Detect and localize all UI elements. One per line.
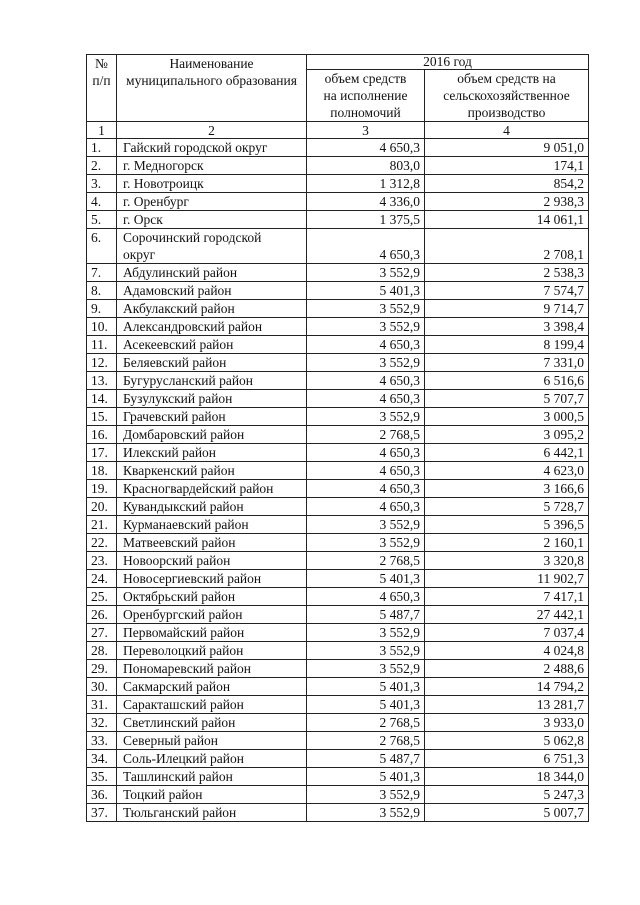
funds-agriculture-cell: 2 708,1 [425,229,589,264]
table-row [87,732,589,750]
table-row [87,372,589,390]
municipality-name-cell: Октябрьский район [117,588,307,606]
table-body [87,139,589,822]
row-number-cell: 34. [87,750,117,768]
row-number-cell: 29. [87,660,117,678]
funds-agriculture-cell: 9 714,7 [425,300,589,318]
row-number-cell: 37. [87,804,117,822]
header-funds-agriculture [425,70,589,122]
table-row [87,175,589,193]
row-number-cell: 2. [87,157,117,175]
funds-powers-cell: 2 768,5 [307,426,425,444]
table-row [87,408,589,426]
municipality-name-cell: г. Орск [117,211,307,229]
funds-powers-cell: 4 650,3 [307,336,425,354]
funds-powers-cell: 3 552,9 [307,264,425,282]
row-number-cell: 25. [87,588,117,606]
row-number-cell: 26. [87,606,117,624]
funds-powers-cell: 3 552,9 [307,660,425,678]
row-number-cell: 7. [87,264,117,282]
municipality-name-cell: Абдулинский район [117,264,307,282]
funds-agriculture-cell: 14 794,2 [425,678,589,696]
funds-powers-cell: 4 650,3 [307,444,425,462]
table-row [87,588,589,606]
column-index-row [87,122,589,139]
header-funds-powers-label: объем средств на исполнение полномочий [323,71,408,120]
municipality-name-cell: Гайский городской округ [117,139,307,157]
funds-powers-cell: 4 650,3 [307,229,425,264]
funds-agriculture-cell: 5 396,5 [425,516,589,534]
funds-agriculture-cell: 5 062,8 [425,732,589,750]
municipality-name-cell: Курманаевский район [117,516,307,534]
municipality-name-cell: г. Оренбург [117,193,307,211]
table-row [87,282,589,300]
row-number-cell: 28. [87,642,117,660]
row-number-cell: 9. [87,300,117,318]
column-index: 1 [87,122,117,139]
municipality-name-cell: Кувандыкский район [117,498,307,516]
municipality-name-cell: Красногвардейский район [117,480,307,498]
table-row [87,750,589,768]
funds-powers-cell: 3 552,9 [307,804,425,822]
table-row [87,660,589,678]
row-number-cell: 30. [87,678,117,696]
table-row [87,336,589,354]
table-row [87,193,589,211]
table-row [87,768,589,786]
funds-powers-cell: 2 768,5 [307,714,425,732]
document-page [86,54,588,822]
funds-powers-cell: 1 312,8 [307,175,425,193]
funds-agriculture-cell: 2 938,3 [425,193,589,211]
row-number-cell: 3. [87,175,117,193]
header-funds-powers [307,70,425,122]
funds-agriculture-cell: 2 160,1 [425,534,589,552]
row-number-cell: 17. [87,444,117,462]
funds-agriculture-cell: 7 037,4 [425,624,589,642]
table-row [87,426,589,444]
header-year [307,55,589,70]
municipality-name-cell: Беляевский район [117,354,307,372]
row-number-cell: 15. [87,408,117,426]
funds-agriculture-cell: 4 024,8 [425,642,589,660]
municipality-name-cell: Грачевский район [117,408,307,426]
row-number-cell: 21. [87,516,117,534]
header-row-number-label: № п/п [92,56,111,88]
municipality-name-cell: Адамовский район [117,282,307,300]
funds-agriculture-cell: 7 331,0 [425,354,589,372]
row-number-cell: 27. [87,624,117,642]
municipality-name-cell: Тоцкий район [117,786,307,804]
funds-powers-cell: 4 650,3 [307,462,425,480]
funds-powers-cell: 5 401,3 [307,570,425,588]
row-number-cell: 6. [87,229,117,264]
table-row [87,624,589,642]
table-row [87,390,589,408]
table-row [87,534,589,552]
header-municipality [117,55,307,122]
row-number-cell: 35. [87,768,117,786]
funds-agriculture-cell: 6 442,1 [425,444,589,462]
row-number-cell: 33. [87,732,117,750]
table-row [87,211,589,229]
funds-agriculture-cell: 7 574,7 [425,282,589,300]
table-row [87,229,589,264]
table-row [87,786,589,804]
funds-agriculture-cell: 7 417,1 [425,588,589,606]
funds-agriculture-cell: 8 199,4 [425,336,589,354]
row-number-cell: 11. [87,336,117,354]
municipality-name-cell: Сорочинский городской округ [117,229,307,264]
funds-agriculture-cell: 6 516,6 [425,372,589,390]
funds-powers-cell: 4 650,3 [307,390,425,408]
funds-powers-cell: 4 650,3 [307,372,425,390]
funds-agriculture-cell: 3 933,0 [425,714,589,732]
table-row [87,804,589,822]
row-number-cell: 18. [87,462,117,480]
row-number-cell: 1. [87,139,117,157]
table-row [87,300,589,318]
municipality-name-cell: Кваркенский район [117,462,307,480]
row-number-cell: 20. [87,498,117,516]
header-funds-agriculture-label: объем средств на сельскохозяйственное производство [443,71,570,120]
funds-powers-cell: 5 401,3 [307,696,425,714]
funds-powers-cell: 4 650,3 [307,498,425,516]
funds-powers-cell: 3 552,9 [307,624,425,642]
row-number-cell: 10. [87,318,117,336]
municipality-name-cell: Светлинский район [117,714,307,732]
funds-powers-cell: 3 552,9 [307,300,425,318]
funds-powers-cell: 3 552,9 [307,516,425,534]
funds-agriculture-cell: 5 007,7 [425,804,589,822]
funds-agriculture-cell: 3 000,5 [425,408,589,426]
table-row [87,157,589,175]
municipality-name-cell: Бузулукский район [117,390,307,408]
table-row [87,696,589,714]
table-row [87,264,589,282]
funds-powers-cell: 2 768,5 [307,732,425,750]
row-number-cell: 24. [87,570,117,588]
table-row [87,354,589,372]
funds-agriculture-cell: 5 707,7 [425,390,589,408]
funds-powers-cell: 803,0 [307,157,425,175]
funds-agriculture-cell: 9 051,0 [425,139,589,157]
table-row [87,139,589,157]
row-number-cell: 19. [87,480,117,498]
funds-agriculture-cell: 18 344,0 [425,768,589,786]
funds-agriculture-cell: 11 902,7 [425,570,589,588]
funds-powers-cell: 3 552,9 [307,642,425,660]
funds-powers-cell: 5 401,3 [307,678,425,696]
table-row [87,516,589,534]
funds-agriculture-cell: 3 095,2 [425,426,589,444]
funds-powers-cell: 4 650,3 [307,588,425,606]
row-number-cell: 16. [87,426,117,444]
funds-powers-cell: 4 650,3 [307,480,425,498]
municipality-name-cell: г. Медногорск [117,157,307,175]
municipality-name-cell: г. Новотроицк [117,175,307,193]
table-row [87,552,589,570]
table-row [87,444,589,462]
row-number-cell: 4. [87,193,117,211]
municipality-name-cell: Матвеевский район [117,534,307,552]
table-row [87,480,589,498]
row-number-cell: 23. [87,552,117,570]
funds-agriculture-cell: 2 488,6 [425,660,589,678]
municipality-name-cell: Новосергиевский район [117,570,307,588]
municipality-name-cell: Северный район [117,732,307,750]
row-number-cell: 22. [87,534,117,552]
funds-powers-cell: 3 552,9 [307,318,425,336]
funds-agriculture-cell: 3 166,6 [425,480,589,498]
table-row [87,462,589,480]
funds-agriculture-cell: 6 751,3 [425,750,589,768]
municipality-name-cell: Александровский район [117,318,307,336]
table-row [87,570,589,588]
table-row [87,606,589,624]
table-row [87,642,589,660]
funds-agriculture-cell: 3 320,8 [425,552,589,570]
table-row [87,678,589,696]
header-year-label: 2016 год [423,54,472,69]
funds-agriculture-cell: 13 281,7 [425,696,589,714]
funds-powers-cell: 4 650,3 [307,139,425,157]
municipality-name-cell: Асекеевский район [117,336,307,354]
municipality-name-cell: Бугурусланский район [117,372,307,390]
funds-powers-cell: 5 401,3 [307,768,425,786]
municipality-name-cell: Тюльганский район [117,804,307,822]
funds-powers-cell: 3 552,9 [307,354,425,372]
municipality-name-cell: Соль-Илецкий район [117,750,307,768]
column-index: 2 [117,122,307,139]
municipality-name-cell: Пономаревский район [117,660,307,678]
municipality-name-cell: Ташлинский район [117,768,307,786]
funds-agriculture-cell: 14 061,1 [425,211,589,229]
table-row [87,498,589,516]
allocation-table [86,54,589,822]
funds-agriculture-cell: 5 728,7 [425,498,589,516]
row-number-cell: 36. [87,786,117,804]
municipality-name-cell: Домбаровский район [117,426,307,444]
funds-powers-cell: 3 552,9 [307,408,425,426]
municipality-name-cell: Илекский район [117,444,307,462]
municipality-name-cell: Переволоцкий район [117,642,307,660]
funds-agriculture-cell: 4 623,0 [425,462,589,480]
column-index: 4 [425,122,589,139]
row-number-cell: 12. [87,354,117,372]
funds-powers-cell: 5 487,7 [307,606,425,624]
row-number-cell: 5. [87,211,117,229]
municipality-name-cell: Саракташский район [117,696,307,714]
row-number-cell: 13. [87,372,117,390]
funds-agriculture-cell: 3 398,4 [425,318,589,336]
header-municipality-label: Наименование муниципального образования [126,56,297,88]
funds-powers-cell: 3 552,9 [307,786,425,804]
municipality-name-cell: Новоорский район [117,552,307,570]
funds-agriculture-cell: 27 442,1 [425,606,589,624]
header-row-number [87,55,117,122]
funds-agriculture-cell: 174,1 [425,157,589,175]
funds-agriculture-cell: 5 247,3 [425,786,589,804]
municipality-name-cell: Акбулакский район [117,300,307,318]
row-number-cell: 32. [87,714,117,732]
funds-powers-cell: 2 768,5 [307,552,425,570]
row-number-cell: 14. [87,390,117,408]
funds-powers-cell: 5 487,7 [307,750,425,768]
municipality-name-cell: Оренбургский район [117,606,307,624]
funds-powers-cell: 4 336,0 [307,193,425,211]
municipality-name-cell: Сакмарский район [117,678,307,696]
funds-powers-cell: 5 401,3 [307,282,425,300]
row-number-cell: 8. [87,282,117,300]
row-number-cell: 31. [87,696,117,714]
funds-agriculture-cell: 854,2 [425,175,589,193]
column-index: 3 [307,122,425,139]
funds-powers-cell: 1 375,5 [307,211,425,229]
funds-powers-cell: 3 552,9 [307,534,425,552]
municipality-name-cell: Первомайский район [117,624,307,642]
table-row [87,714,589,732]
funds-agriculture-cell: 2 538,3 [425,264,589,282]
table-row [87,318,589,336]
